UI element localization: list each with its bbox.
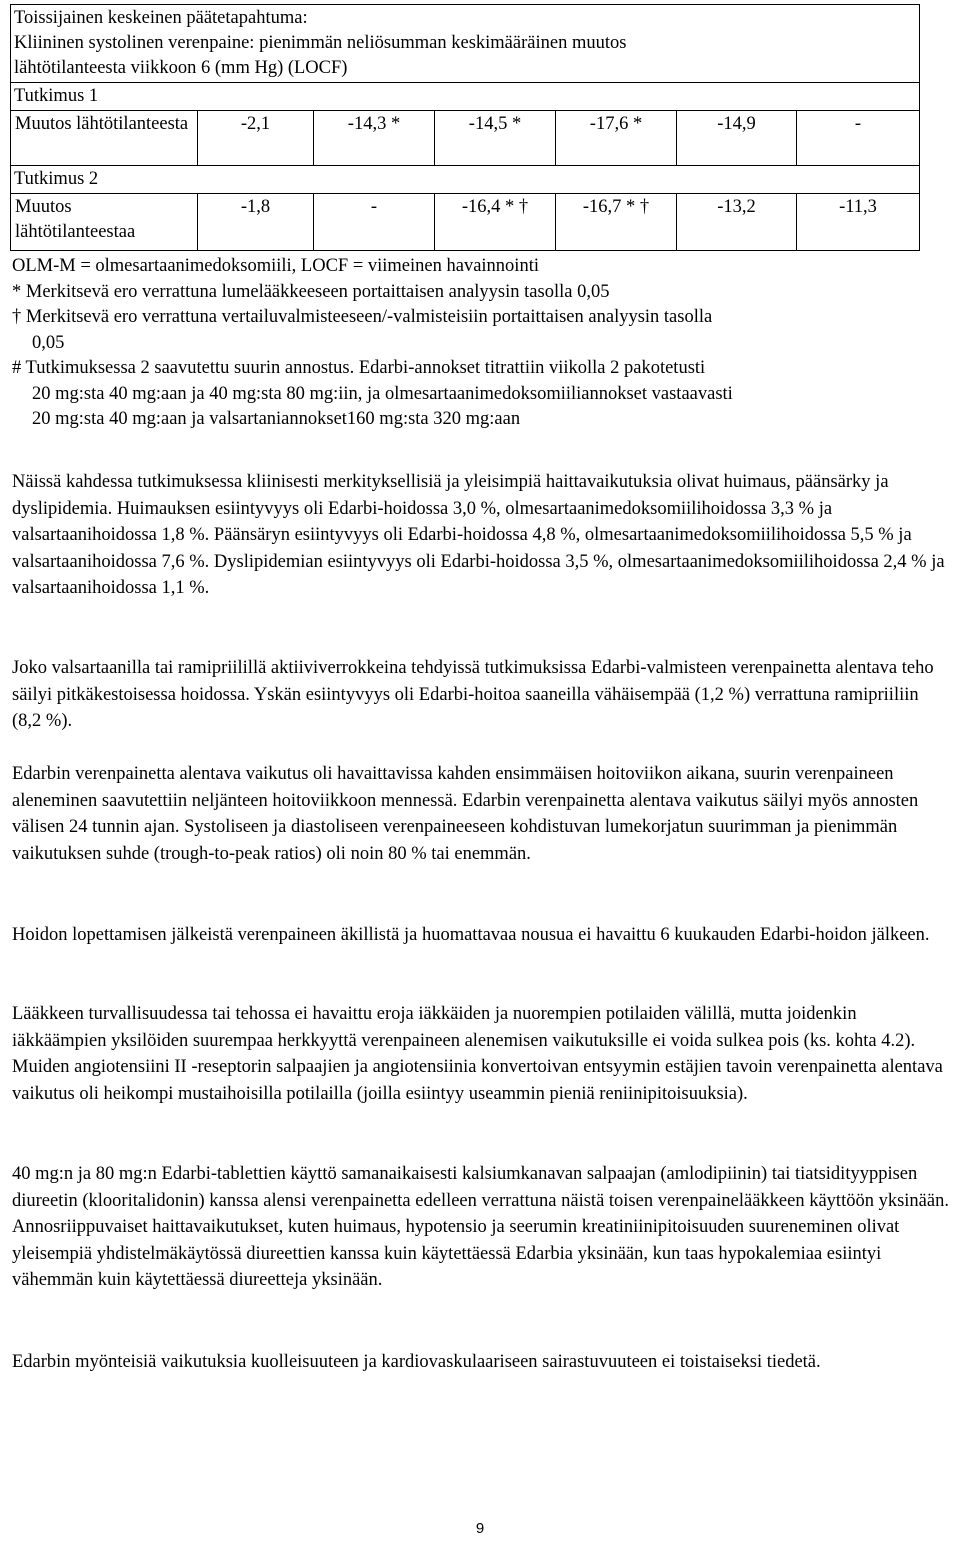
table-cell: -14,9 bbox=[676, 111, 796, 165]
body-paragraph bbox=[12, 922, 952, 949]
table-title-line: Kliininen systolinen verenpaine: pienimmän neliösumman keskimääräinen muutos bbox=[14, 33, 627, 53]
study2-header: Tutkimus 2 bbox=[11, 166, 919, 194]
footnote-dagger-cont: 0,05 bbox=[32, 332, 65, 353]
table-cell: - bbox=[313, 194, 434, 250]
paragraph-text: Joko valsartaanilla tai ramipriilillä aktiiviverrokkeina tehdyissä tutkimuksissa Edarbi-valmisteen verenpainetta alentava teho säilyi pitkäkestoisessa hoidossa. Yskän esiintyvyys oli Edarbi-hoitoa saaneilla vähäisempää (1,2 %) verrattuna ramipriiliin (8,2 %). bbox=[12, 658, 934, 731]
body-paragraph bbox=[12, 469, 952, 602]
paragraph-text: Edarbin verenpainetta alentava vaikutus oli havaittavissa kahden ensimmäisen hoitoviikon aikana, suurin verenpaineen aleneminen saavutettiin neljänteen hoitoviikkoon mennessä. Edarbin verenpainetta alentava vaikutus säilyi myös annosten välisen 24 tunnin ajan. Systoliseen ja diastoliseen verenpaineeseen kohdistuvan lumekorjatun suurimman ja pienimmän vaikutuksen suhde (trough-to-peak ratios) oli noin 80 % tai enemmän. bbox=[12, 764, 919, 864]
row-label: Muutos lähtötilanteesta bbox=[15, 114, 189, 134]
table-cell: - bbox=[796, 111, 919, 165]
paragraph-text: Näissä kahdessa tutkimuksessa kliinisesti merkityksellisiä ja yleisimpiä haittavaikutuksia olivat huimaus, päänsärky ja dyslipidemia. Huimauksen esiintyvyys oli Edarbi-hoidossa 3,0 %, olmesartaanimedoksomiilihoidossa 3,3 % ja valsartaanihoidossa 1,8 %. Päänsäryn esiintyvyys oli Edarbi-hoidossa 4,8 %, olmesartaanimedoksomiilihoidossa 5,5 % ja valsartaanihoidossa 7,6 %. Dyslipidemian esiintyvyys oli Edarbi-hoidossa 3,5 %, olmesartaanimedoksomiilihoidossa 2,4 % ja valsartaanihoidossa 1,1 %. bbox=[12, 472, 945, 598]
study1-header: Tutkimus 1 bbox=[11, 83, 919, 111]
paragraph-text: Hoidon lopettamisen jälkeistä verenpaineen äkillistä ja huomattavaa nousua ei havaittu 6 kuukauden Edarbi-hoidon jälkeen. bbox=[12, 925, 930, 945]
table-title bbox=[11, 5, 919, 83]
table-cell: -16,7 * † bbox=[555, 194, 676, 250]
table-cell: -16,4 * † bbox=[434, 194, 555, 250]
body-paragraph bbox=[12, 761, 952, 867]
paragraph-text: Lääkkeen turvallisuudessa tai tehossa ei havaittu eroja iäkkäiden ja nuorempien potilaiden välillä, mutta joidenkin iäkkäämpien yksilöiden suurempaa herkkyyttä verenpaineen alenemisen vaikutuksille ei voida sulkea pois (ks. kohta 4.2). Muiden angiotensiini II -reseptorin salpaajien ja angiotensiinia konvertoivan entsyymin estäjien tavoin verenpainetta alentava vaikutus oli heikompi mustaihoisilla potilailla (joilla esiintyy useammin pieniä reniinipitoisuuksia). bbox=[12, 1004, 943, 1104]
table-cell: -2,1 bbox=[197, 111, 313, 165]
table-title-line: Toissijainen keskeinen päätetapahtuma: bbox=[14, 8, 308, 28]
footnote-hash: # Tutkimuksessa 2 saavutettu suurin annostus. Edarbi-annokset titrattiin viikolla 2 pakotetusti bbox=[12, 358, 706, 378]
footnote-dagger: † Merkitsevä ero verrattuna vertailuvalmisteeseen/-valmisteisiin portaittaisen analyysin tasolla bbox=[12, 307, 713, 327]
table-cell: -1,8 bbox=[197, 194, 313, 250]
table-cell: -13,2 bbox=[676, 194, 796, 250]
body-paragraph bbox=[12, 1349, 952, 1376]
paragraph-text: Edarbin myönteisiä vaikutuksia kuolleisuuteen ja kardiovaskulaariseen sairastuvuuteen ei toistaiseksi tiedetä. bbox=[12, 1352, 821, 1372]
table-footnotes bbox=[12, 254, 932, 433]
paragraph-text: 40 mg:n ja 80 mg:n Edarbi-tablettien käyttö samanaikaisesti kalsiumkanavan salpaajan (amlodipiinin) tai tiatsidityyppisen diureetin (klooritalidonin) kanssa alensi verenpainetta edelleen verrattuna näistä toisen verenpainelääkkeen käyttöön yksinään. Annosriippuvaiset haittavaikutukset, kuten huimaus, hypotensio ja seerumin kreatiniinipitoisuuden suureneminen olivat yleisempiä yhdistelmäkäytössä diureettien kanssa kuin käytettäessä Edarbia yksinään, kun taas hypokalemiaa esiintyi vähemmän kuin käytettäessä diureetteja yksinään. bbox=[12, 1164, 949, 1290]
body-paragraph bbox=[12, 1161, 952, 1294]
table-cell: -14,3 * bbox=[313, 111, 434, 165]
table-cell: -11,3 bbox=[796, 194, 919, 250]
table-title-line: lähtötilanteesta viikkoon 6 (mm Hg) (LOCF) bbox=[14, 58, 348, 78]
results-table bbox=[10, 4, 920, 251]
page-number: 9 bbox=[475, 1520, 485, 1537]
table-cell: -17,6 * bbox=[555, 111, 676, 165]
table-row bbox=[11, 194, 919, 250]
footnote-hash-cont: 20 mg:sta 40 mg:aan ja 40 mg:sta 80 mg:iin, ja olmesartaanimedoksomiiliannokset vastaavasti bbox=[32, 383, 733, 404]
footnote-hash-cont: 20 mg:sta 40 mg:aan ja valsartaniannokset160 mg:sta 320 mg:aan bbox=[32, 409, 521, 429]
table-cell: -14,5 * bbox=[434, 111, 555, 165]
table-row bbox=[11, 111, 919, 166]
body-paragraph bbox=[12, 1001, 952, 1107]
footnote-star: * Merkitsevä ero verrattuna lumelääkkeeseen portaittaisen analyysin tasolla 0,05 bbox=[12, 281, 610, 302]
body-paragraph bbox=[12, 655, 952, 735]
footnote-abbrev: OLM-M = olmesartaanimedoksomiili, LOCF = viimeinen havainnointi bbox=[12, 256, 539, 276]
row-label: Muutos lähtötilanteestaa bbox=[15, 197, 136, 242]
